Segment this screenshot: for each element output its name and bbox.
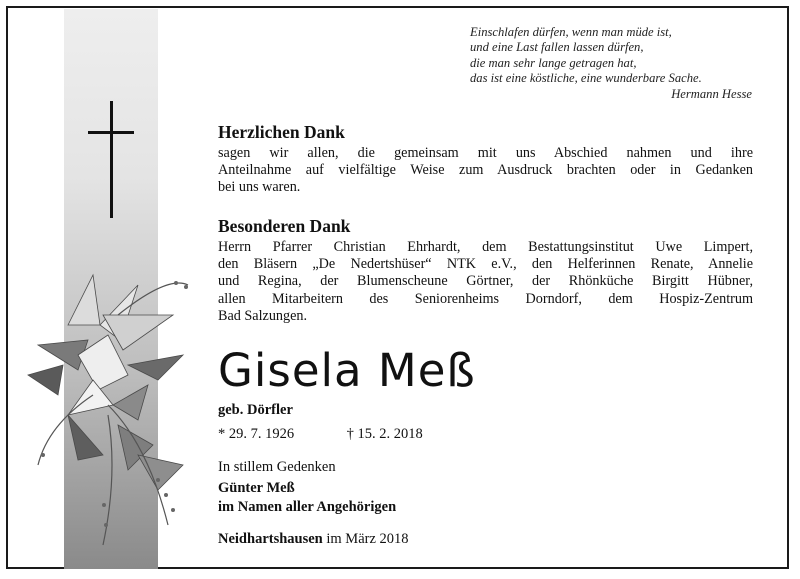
- deceased-name: Gisela Meß: [218, 344, 476, 397]
- poem-author: Hermann Hesse: [671, 86, 752, 101]
- poem-line: das ist eine köstliche, eine wunderbare Sache.: [470, 71, 702, 86]
- mourners-intro: In stillem Gedenken: [218, 459, 336, 475]
- lily-bouquet-icon: [8, 255, 208, 555]
- place-date: [218, 531, 409, 548]
- mourner-relatives: im Namen aller Angehörigen: [218, 499, 397, 515]
- text-line: allen Mitarbeitern des Seniorenheims Dorndorf, dem Hospiz-Zentrum: [218, 290, 753, 307]
- text-line: Anteilnahme auf vielfältige Weise zum Ausdruck brachten oder in Gedanken: [218, 162, 753, 179]
- text-line: bei uns waren.: [218, 179, 301, 196]
- life-dates: [218, 426, 423, 443]
- text-line: sagen wir allen, die gemeinsam mit uns Abschied nahmen und ihre: [218, 145, 753, 161]
- place-town: Neidhartshausen: [218, 531, 323, 547]
- poem-line: Einschlafen dürfen, wenn man müde ist,: [470, 25, 672, 39]
- poem-quote: [470, 25, 752, 102]
- special-thanks-text: [218, 239, 753, 325]
- poem-line: die man sehr lange getragen hat,: [470, 55, 637, 70]
- text-line: und Regina, der Blumenscheune Görtner, der Rhönküche Birgitt Hübner,: [218, 273, 753, 290]
- special-thanks-heading: Besonderen Dank: [218, 216, 351, 236]
- thanks-heading: Herzlichen Dank: [218, 122, 345, 142]
- text-line: den Bläsern „De Nedertshüser“ NTK e.V., den Helferinnen Renate, Annelie: [218, 256, 753, 273]
- poem-line: und eine Last fallen lassen dürfen,: [470, 40, 644, 55]
- thanks-text: [218, 145, 753, 197]
- mourner-name: Günter Meß: [218, 480, 295, 496]
- death-date: † 15. 2. 2018: [346, 426, 423, 442]
- place-month: im März 2018: [326, 531, 409, 547]
- text-line: Herrn Pfarrer Christian Ehrhardt, dem Bestattungsinstitut Uwe Limpert,: [218, 239, 753, 255]
- text-line: Bad Salzungen.: [218, 307, 308, 324]
- birth-name: geb. Dörfler: [218, 402, 293, 418]
- birth-date: * 29. 7. 1926: [218, 426, 295, 442]
